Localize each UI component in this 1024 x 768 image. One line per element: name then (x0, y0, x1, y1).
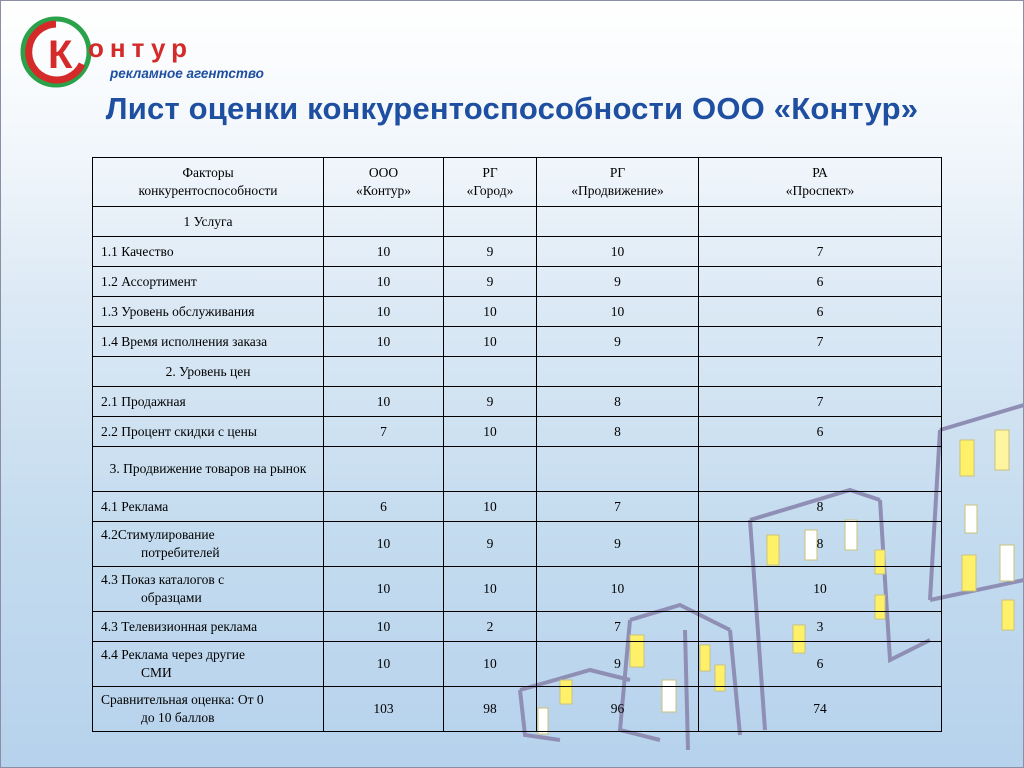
cell: 3 (699, 612, 942, 642)
cell: 10 (324, 642, 444, 687)
table-row (93, 237, 942, 267)
column-header: РА «Проспект» (699, 158, 942, 207)
cell: 2 (444, 612, 537, 642)
logo-tagline: рекламное агентство (110, 66, 264, 81)
kontur-logo (18, 12, 318, 92)
cell: 10 (444, 492, 537, 522)
cell: 10 (324, 327, 444, 357)
row-label: 1.1 Качество (93, 237, 324, 267)
column-header: ООО «Контур» (324, 158, 444, 207)
table-row (93, 267, 942, 297)
cell: 9 (537, 327, 699, 357)
cell: 10 (324, 267, 444, 297)
cell: 7 (537, 492, 699, 522)
cell: 10 (324, 297, 444, 327)
row-label: 1.2 Ассортимент (93, 267, 324, 297)
table-row (93, 387, 942, 417)
column-header: РГ «Город» (444, 158, 537, 207)
row-label: 2.1 Продажная (93, 387, 324, 417)
cell: 9 (444, 237, 537, 267)
cell: 10 (324, 612, 444, 642)
cell (324, 357, 444, 387)
row-label: 3. Продвижение товаров на рынок (93, 447, 324, 492)
cell: 6 (699, 642, 942, 687)
cell (537, 357, 699, 387)
cell: 98 (444, 687, 537, 732)
cell: 8 (699, 522, 942, 567)
row-label: 1 Услуга (93, 207, 324, 237)
row-label: 1.3 Уровень обслуживания (93, 297, 324, 327)
cell: 10 (444, 327, 537, 357)
cell: 10 (444, 417, 537, 447)
cell: 6 (699, 417, 942, 447)
cell: 10 (444, 642, 537, 687)
cell: 10 (537, 237, 699, 267)
cell: 6 (324, 492, 444, 522)
cell: 8 (537, 387, 699, 417)
table-row (93, 207, 942, 237)
row-label: Сравнительная оценка: От 0 до 10 баллов (93, 687, 324, 732)
cell (324, 207, 444, 237)
row-label: 4.1 Реклама (93, 492, 324, 522)
table-header-row (93, 158, 942, 207)
cell: 8 (537, 417, 699, 447)
cell: 6 (699, 267, 942, 297)
cell: 9 (537, 642, 699, 687)
page-title: Лист оценки конкурентоспособности ООО «Контур» (105, 91, 919, 126)
cell: 7 (537, 612, 699, 642)
cell (537, 207, 699, 237)
table-row (93, 522, 942, 567)
cell: 10 (324, 567, 444, 612)
cell (324, 447, 444, 492)
table-row (93, 642, 942, 687)
table-row (93, 447, 942, 492)
cell: 7 (324, 417, 444, 447)
logo-name: онтур (88, 33, 193, 63)
cell (444, 207, 537, 237)
table-row-total (93, 687, 942, 732)
cell (699, 447, 942, 492)
cell: 10 (324, 387, 444, 417)
cell: 7 (699, 327, 942, 357)
cell: 9 (444, 267, 537, 297)
cell: 10 (699, 567, 942, 612)
cell: 96 (537, 687, 699, 732)
table-row (93, 357, 942, 387)
cell: 7 (699, 387, 942, 417)
competitiveness-table (92, 157, 942, 732)
cell: 8 (699, 492, 942, 522)
cell: 103 (324, 687, 444, 732)
cell: 9 (444, 522, 537, 567)
row-label: 4.4 Реклама через другие СМИ (93, 642, 324, 687)
row-label: 4.3 Показ каталогов с образцами (93, 567, 324, 612)
cell: 10 (537, 297, 699, 327)
row-label: 4.2Стимулирование потребителей (93, 522, 324, 567)
row-label: 1.4 Время исполнения заказа (93, 327, 324, 357)
table-row (93, 417, 942, 447)
logo-letter: К (48, 33, 73, 77)
table-row (93, 327, 942, 357)
cell: 9 (537, 522, 699, 567)
row-label: 2.2 Процент скидки с цены (93, 417, 324, 447)
cell: 6 (699, 297, 942, 327)
cell: 9 (444, 387, 537, 417)
cell: 10 (324, 237, 444, 267)
cell: 74 (699, 687, 942, 732)
cell: 10 (324, 522, 444, 567)
cell (444, 357, 537, 387)
cell: 7 (699, 237, 942, 267)
row-label: 2. Уровень цен (93, 357, 324, 387)
table-row (93, 297, 942, 327)
row-label: 4.3 Телевизионная реклама (93, 612, 324, 642)
cell (699, 207, 942, 237)
cell (699, 357, 942, 387)
cell (444, 447, 537, 492)
cell: 9 (537, 267, 699, 297)
column-header: РГ «Продвижение» (537, 158, 699, 207)
cell: 10 (444, 297, 537, 327)
table-row (93, 492, 942, 522)
cell: 10 (537, 567, 699, 612)
cell (537, 447, 699, 492)
column-header: Факторы конкурентоспособности (93, 158, 324, 207)
table-row (93, 612, 942, 642)
table-row (93, 567, 942, 612)
cell: 10 (444, 567, 537, 612)
